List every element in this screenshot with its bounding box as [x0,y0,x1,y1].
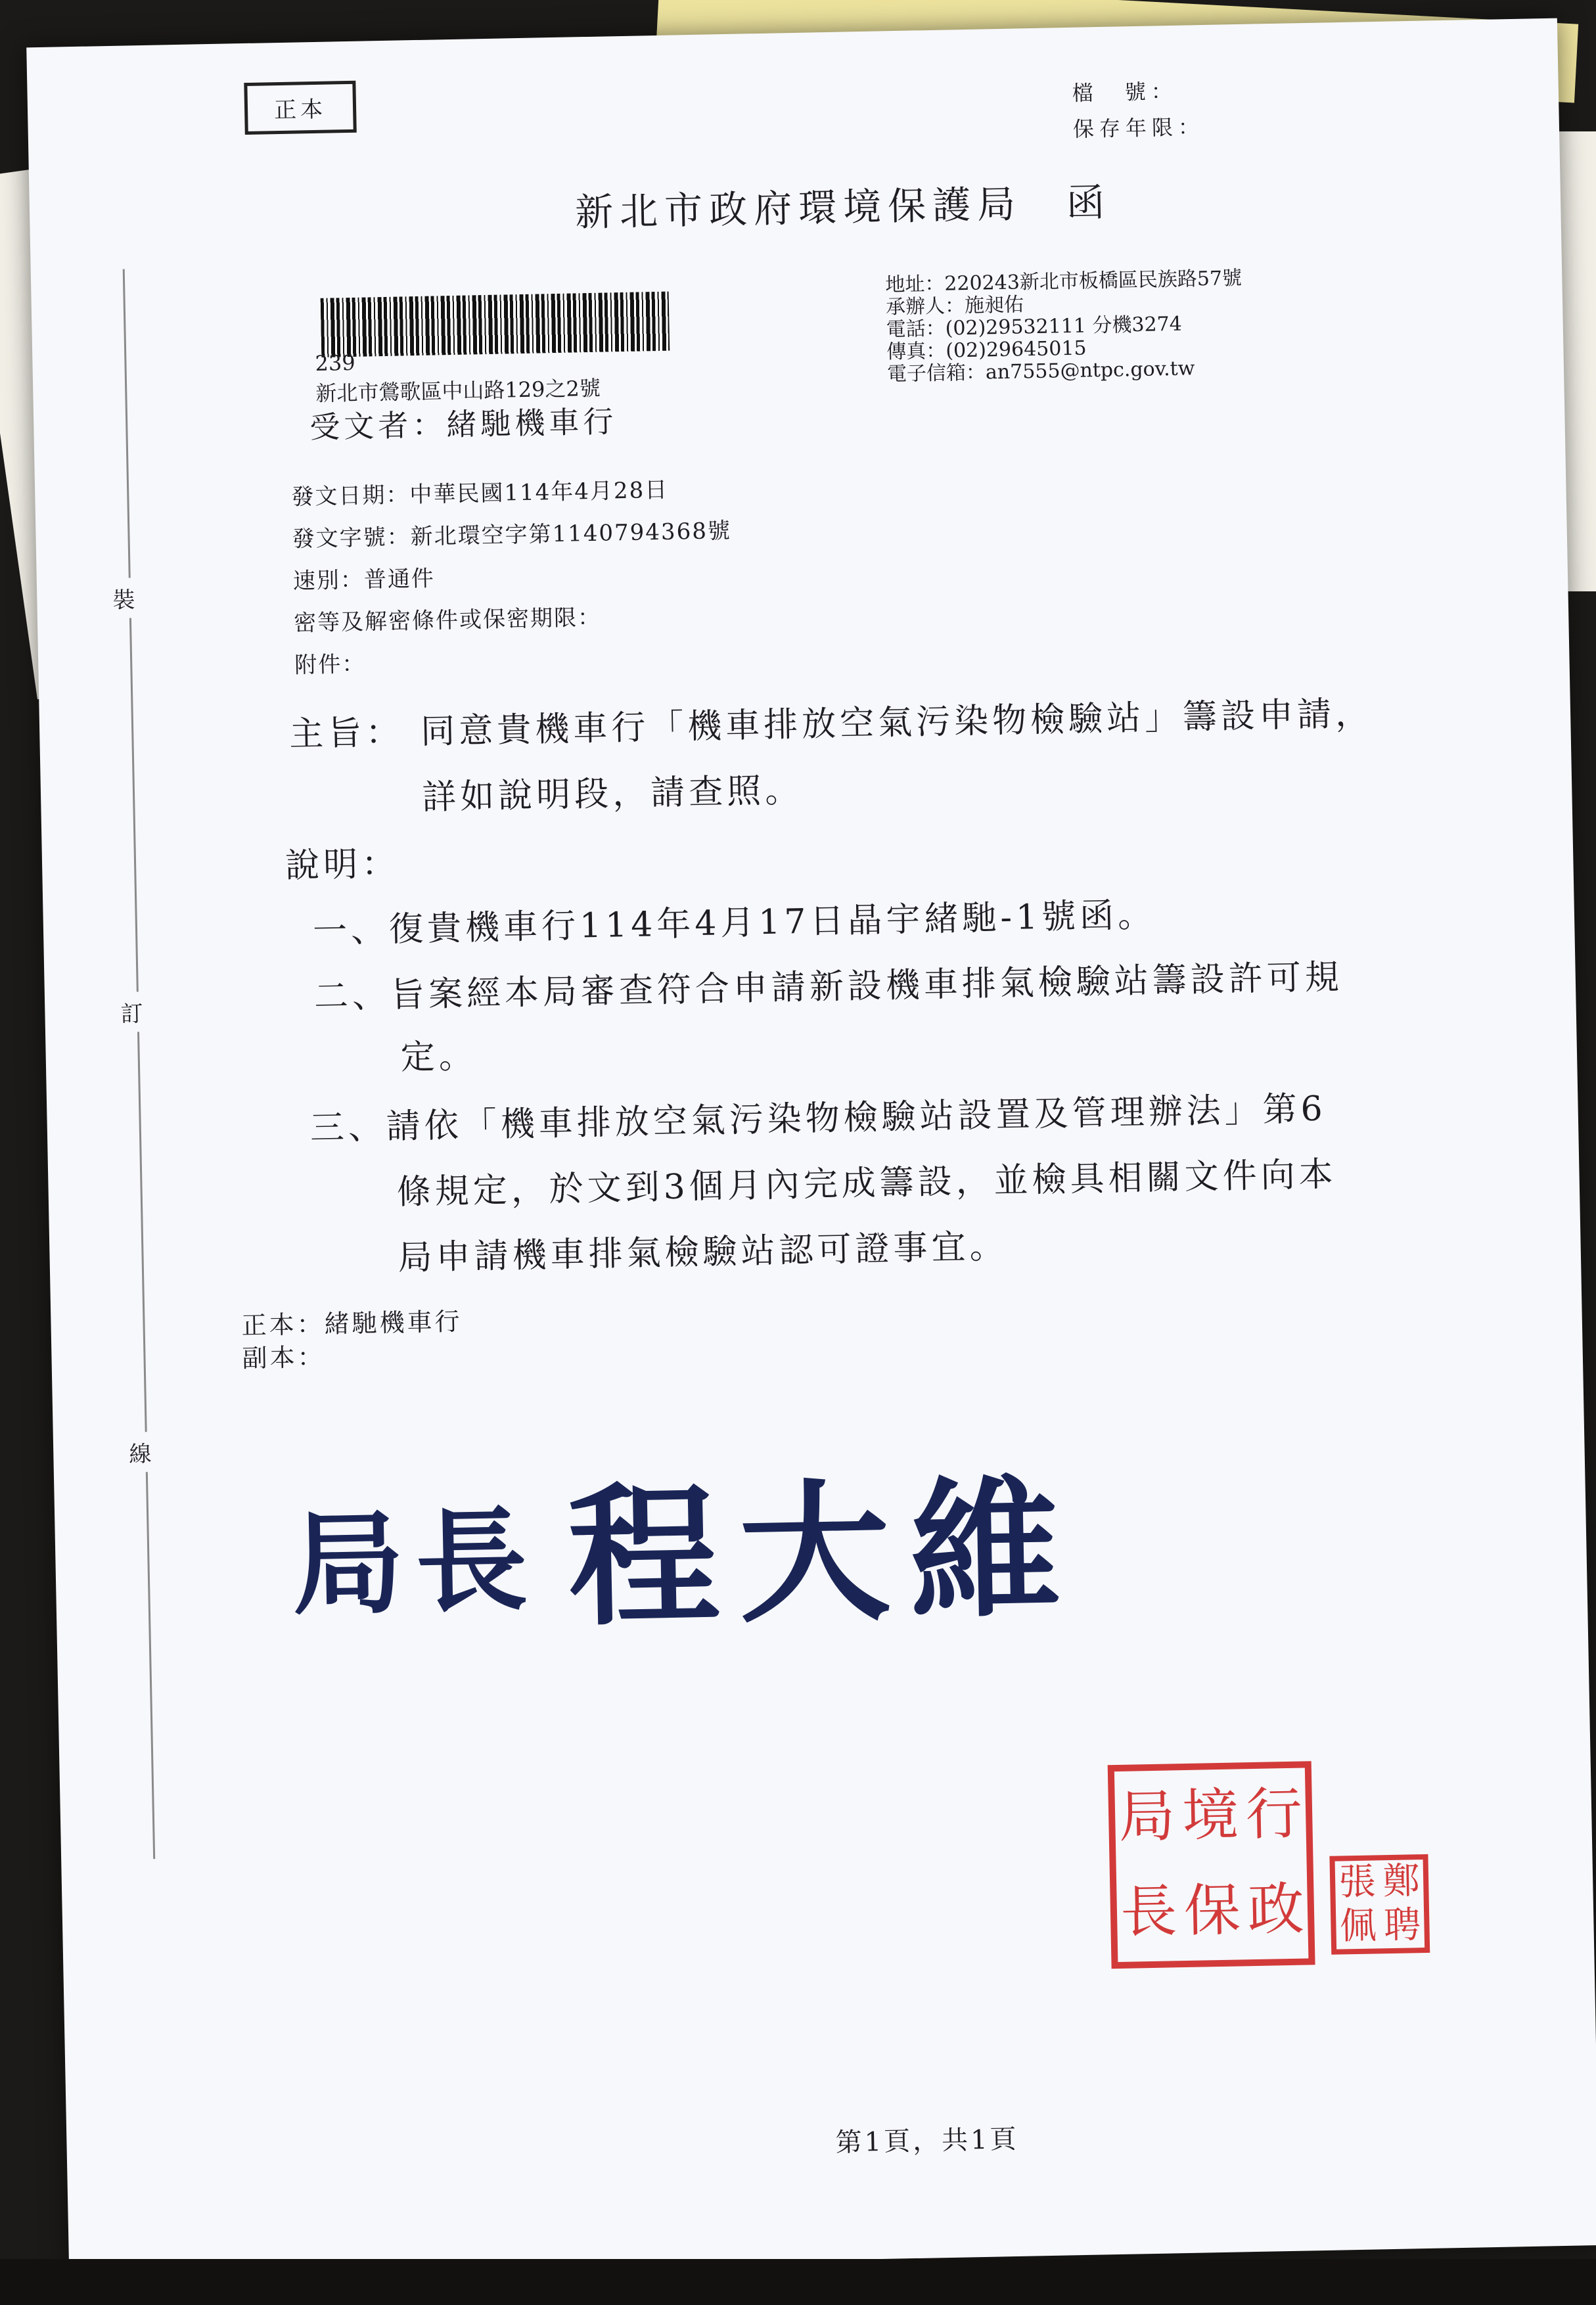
seal-char: 保 [1183,1877,1241,1945]
official-letter [26,18,1596,2275]
recipient-postal-code: 239 [315,350,355,377]
document-number: 發文字號：新北環空字第1140794368號 [292,517,732,553]
explanation-item-3-line-3: 局申請機車排氣檢驗站認可證事宜。 [398,1227,1009,1278]
explanation-item-2-line-1: 二、旨案經本局審查符合申請新設機車排氣檢驗站籌設許可規 [313,957,1344,1017]
letter-title: 新北市政府環境保護局 函 [574,179,1112,235]
seal-char: 長 [1120,1879,1178,1946]
attachment: 附件： [294,650,366,679]
contact-handler: 承辦人：施昶佑 [885,293,1024,319]
barcode [321,292,670,357]
distribution-original: 正本：緒馳機車行 [241,1306,463,1340]
subject-line-2: 詳如說明段，請查照。 [421,770,804,818]
contact-fax: 傳真：(02)29645015 [886,336,1087,364]
issue-date: 發文日期：中華民國114年4月28日 [291,476,669,511]
copy-type-box: 正本 [244,81,356,135]
contact-email: 電子信箱：an7555@ntpc.gov.tw [886,357,1195,386]
seal-char: 境 [1181,1782,1240,1850]
meta-block [291,468,734,687]
file-number-label: 檔 號： [1072,78,1178,106]
binding-mark-top: 裝 [112,578,135,618]
contact-phone: 電話：(02)29532111 分機3274 [886,312,1183,342]
subject-line-1: 同意貴機車行「機車排放空氣污染物檢驗站」籌設申請， [420,694,1374,752]
binding-mark-bottom: 線 [129,1432,152,1472]
bottom-shadow [0,2259,1596,2305]
explanation-item-3-line-2: 條規定，於文到3個月內完成籌設，並檢具相關文件向本 [396,1154,1338,1212]
contact-block [885,267,1244,386]
recipient-address: 新北市鶯歌區中山路129之2號 [315,375,601,407]
page-number: 第1頁，共1頁 [835,2124,1019,2158]
signature-title: 局長 [290,1494,541,1632]
seal-char: 政 [1246,1876,1305,1944]
recipient-name: 受文者：緒馳機車行 [309,403,618,445]
seal-char: 行 [1244,1781,1303,1848]
personal-seal [1329,1854,1430,1955]
explanation-item-1: 一、復貴機車行114年4月17日晶宇緒馳-1號函。 [312,895,1156,951]
retention-label: 保存年限： [1072,114,1205,142]
subject-label: 主旨： [288,712,404,754]
binding-mark-middle: 訂 [120,992,143,1032]
seal-char: 聘 [1383,1904,1421,1948]
agency-seal [1108,1761,1315,1969]
seal-char: 鄭 [1382,1860,1421,1904]
seal-char: 張 [1338,1860,1377,1904]
distribution-copy: 副本： [242,1342,325,1373]
seal-char: 佩 [1339,1904,1377,1948]
secrecy-level: 密等及解密條件或保密期限： [293,604,602,637]
explanation-item-2-line-2: 定。 [400,1036,478,1078]
explanation-label: 說明： [285,844,400,886]
delivery-speed: 速別：普通件 [292,565,436,595]
explanation-item-3-line-1: 三、請依「機車排放空氣污染物檢驗站設置及管理辦法」第6 [309,1089,1327,1149]
signature-name: 程大維 [566,1460,1082,1647]
binding-line [123,269,155,1860]
contact-address: 地址：220243新北市板橋區民族路57號 [885,266,1243,297]
seal-char: 局 [1118,1783,1176,1850]
